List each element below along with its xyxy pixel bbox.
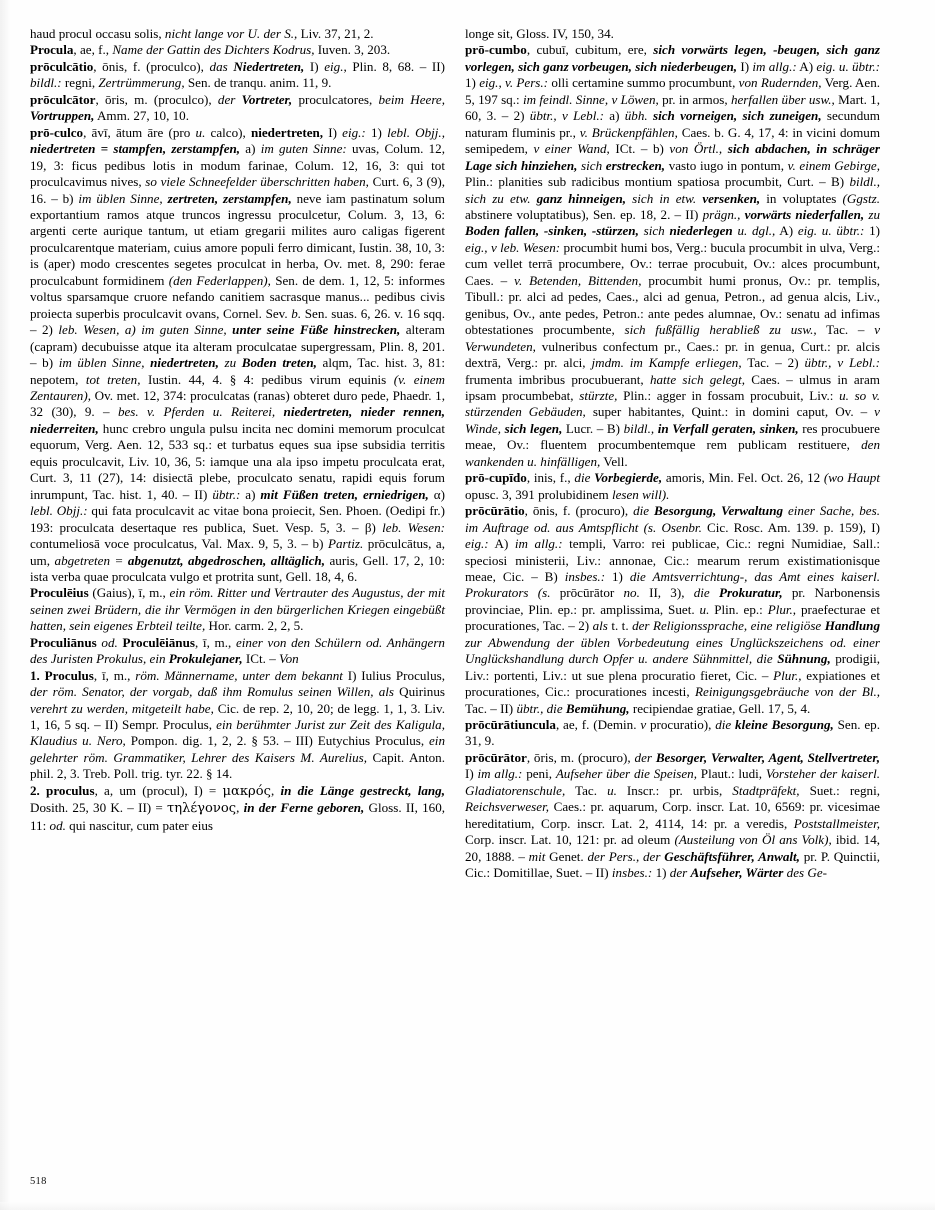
entry-proculco: prō-culco, āvī, ātum āre (pro u. calco), niedertreten, I) eig.: 1) lebl. Objj., niedertreten = stampfen, zerstampfen, a) im guten Sinne: uvas, Colum. 12, 19, 3: ficus pedibus lotis in modum farinae, Colum. 12, 16, 3: qui tot proculcavimus nives, so viele Schneefelder überschritten haben, Curt. 6, 3 (9), 16. – b) im üblen Sinne, zertreten, zerstampfen, neve iam pastinatum solum exportantium ramos atque truncos ingressu proculcetur, Colum. 3, 13, 6: argenti certe aurique tantum, ut etiam gregarii milites auro caligas figerent proculcarentque materiam, cuius amore populi ferro dimicant, Iustin. 38, 10, 3: is (aper) modo crescentes segetes proculcat in herba, Ov. met. 8, 290: ferae proculcabunt formidinem (den Federlappen), Sen. de dem. 1, 12, 5: informes voltus sparsamque cruore nefando canitiem sacrasque manus... pedibus civis proiecta superbis proculcavit ovans, Cornel. Sev. b. Sen. suas. 6, 26. v. 16 sqq. – 2) leb. Wesen, a) im guten Sinne, unter seine Füße hinstrecken, alteram (capram) decubuisse atque ita alteram proculcatae supergressam, Plin. 8, 201. – b) im üblen Sinne, niedertreten, zu Boden treten, alqm, Tac. hist. 3, 81: nepotem, tot treten, Iustin. 44, 4. § 4: pedibus virum equinis (v. einem Zentauren), Ov. met. 12, 374: proculcatas (ranas) obteret duro pede, Phaedr. 1, 32 (30), 9. – bes. v. Pferden u. Reiterei, niedertreten, nieder rennen, niederreiten, hunc crebro ungula pulsu incita nec domini memorum proculcat equorum, Verg. Aen. 12, 533 sq.: et turbatus eques sua ipse subsidia territis equis proculcavit, Liv. 10, 36, 5: iamque una ala ipso impetu proculcata erat, Curt. 3, 11 (27), 14: disiectā plebe, proculcato senatu, rapidi equis forum inrumpunt, Tac. hist. 1, 40. – II) übtr.: a) mit Füßen treten, erniedrigen, α) lebl. Objj.: qui fata proculcavit ac vitae bona proiecit, Sen. Phoen. (Oedipi fr.) 193: proculcata desertaque res publica, Suet. Vesp. 5, 3. – β) leb. Wesen: contumeliosā voce proculcatus, Val. Max. 9, 5, 3. – b) Partiz. prōculcātus, a, um, abgetreten = abgenutzt, abgedroschen, alltäglich, auris, Gell. 17, 2, 10: ista verba quae proculcata vulgo et protrita sunt, Gell. 18, 4, 6. [30, 124, 446, 584]
entry-procula: Procula, ae, f., Name der Gattin des Dichters Kodrus, Iuven. 3, 203. [30, 42, 391, 58]
entry-proculianus: Proculiānus od. Proculēiānus, ī, m., einer von den Schülern od. Anhängern des Juristen Prokulus, ein Prokulejaner, ICt. – Von [30, 634, 445, 667]
page-edge-shading-left [0, 0, 10, 1210]
entry-procuratio: prōcūrātio, ōnis, f. (procuro), die Besorgung, Verwaltung einer Sache, bes. im Auftrage od. aus Amtspflicht (s. Osenbr. Cic. Rosc. Am. 139. p. 159), I) eig.: A) im allg.: templi, Varro: rei publicae, Cic.: regni Numidiae, Sall.: speciosi ministerii, Liv.: annonae, Cic.: mearum rerum existimationisque meae, Cic. – B) insbes.: 1) die Amtsverrichtung-, das Amt eines kaiserl. Prokurators (s. prōcūrātor no. II, 3), die Prokuratur, pr. Narbonensis provinciae, Plin. ep.: pr. amplissima, Suet. u. Plin. ep.: Plur., praefecturae et procurationes, Tac. – 2) als t. t. der Religionssprache, eine religiöse Handlung zur Abwendung der üblen Vorbedeutung eines Unglückszeichens od. einer Unglückshandlung durch Opfer u. andere Sühnmittel, die Sühnung, prodigii, Liv.: portenti, Liv.: ut sue plena procuratio fieret, Cic. – Plur., expiationes et procurationes, Cic.: procurationes incesti, Reinigungsgebräuche von der Bl., Tac. – II) übtr., die Bemühung, recipiendae gratiae, Gell. 17, 5, 4. [465, 503, 881, 716]
entry-proculcatio: prōculcātio, ōnis, f. (proculco), das Niedertreten, I) eig., Plin. 8, 68. – II) bildl.: regni, Zertrümmerung, Sen. de tranqu. anim. 11, 9. [30, 58, 446, 91]
procul-continuation: haud procul occasu solis, nicht lange vor U. der S., Liv. 37, 21, 2. [30, 26, 374, 41]
right-text-column [465, 26, 880, 882]
entry-procuratiuncula: prōcūrātiuncula, ae, f. (Demin. v procuratio), die kleine Besorgung, Sen. ep. 31, 9. [465, 717, 881, 749]
entry-procurator: prōcūrātor, ōris, m. (procuro), der Besorger, Verwalter, Agent, Stellvertreter, I) im allg.: peni, Aufseher über die Speisen, Plaut.: ludi, Vorsteher der kaiserl. Gladiatorenschule, Tac. u. Inscr.: pr. urbis, Stadtpräfekt, Suet.: regni, Reichsverweser, Caes.: pr. aquarum, Corp. inscr. Lat. 10, 6569: pr. vicesimae hereditatium, Corp. inscr. Lat. 2, 4114, 14: pr. a veredis, Poststallmeister, Corp. inscr. Lat. 10, 121: pr. ad oleum (Austeilung von Öl ans Volk), ibid. 14, 20, 1888. – mit Genet. der Pers., der Geschäftsführer, Anwalt, pr. P. Quinctii, Cic.: Domitillae, Suet. – II) insbes.: 1) der Aufseher, Wärter des Ge- [465, 749, 881, 881]
two-column-text-body [30, 26, 905, 1160]
page-edge-shading-bottom [0, 1202, 935, 1210]
entry-proculus-2: 2. proculus, a, um (procul), I) = μακρός, in die Länge gestreckt, lang, Dosith. 25, 30 K. – II) = τηλέγονος, in der Ferne geboren, Gloss. II, 160, 11: od. qui nascitur, cum pater eius [30, 782, 446, 833]
proculus-continuation: longe sit, Gloss. IV, 150, 34. [465, 26, 614, 41]
left-text-column [30, 26, 445, 834]
entry-proculcator: prōculcātor, ōris, m. (proculco), der Vortreter, proculcatores, beim Heere, Vortruppen, Amm. 27, 10, 10. [30, 91, 446, 124]
page-number: 518 [30, 1176, 47, 1187]
entry-procupido: prō-cupīdo, inis, f., die Vorbegierde, amoris, Min. Fel. Oct. 26, 12 (wo Haupt opusc. 3, 391 prolubidinem lesen will). [465, 470, 880, 502]
entry-procumbo: prō-cumbo, cubuī, cubitum, ere, sich vorwärts legen, -beugen, sich ganz vorlegen, sich ganz vorbeugen, sich niederbeugen, I) im allg.: A) eig. u. übtr.: 1) eig., v. Pers.: olli certamine summo procumbunt, von Rudernden, Verg. Aen. 5, 197 sq.: im feindl. Sinne, v Löwen, pr. in armos, herfallen über usw., Mart. 1, 60, 3. – 2) übtr., v Lebl.: a) übh. sich vorneigen, sich zuneigen, secundum naturam fluminis pr., v. Brückenpfählen, Caes. b. G. 4, 17, 4: in vicini domum semipedem, v einer Wand, ICt. – b) von Örtl., sich abdachen, in schräger Lage sich hinziehen, sich erstrecken, vasto iugo in pontum, v. einem Gebirge, Plin.: planities sub radicibus montium spatiosa procumbit, Curt. – B) bildl., sich zu etw. ganz hinneigen, sich in etw. versenken, in voluptates (Ggstz. abstinere voluptatibus), Sen. ep. 18, 2. – II) prägn., vorwärts niederfallen, zu Boden fallen, -sinken, -stürzen, sich niederlegen u. dgl., A) eig. u. übtr.: 1) eig., v leb. Wesen: procumbit humi bos, Verg.: bucula procumbit in ulva, Verg.: cum vellet terrā procumbere, Ov.: terrae procubuit, Ov.: alces procumbunt, Caes. – v. Betenden, Bittenden, procumbit humi pronus, Ov.: pr. templis, Tibull.: pr. alci ad pedes, Caes., alci ad genua, Petron., ad genua alcis, Liv., genibus, Ov., ante pedes, Petron.: ante pedes alumnae, Ov.: senatu ad infimas obtestationes procumbente, sich fußfällig herabließ zu usw., Tac. – v Verwundeten, vulneribus confectum pr., Caes.: pr. in genua, Curt.: pr. alcis dextrā, Verg.: pr. alci, jmdm. im Kampfe erliegen, Tac. – 2) übtr., v Lebl.: frumenta imbribus procubuerant, hatte sich gelegt, Caes. – ulmus in aram ipsam procumbebat, stürzte, Plin.: agger in fossam procubuit, Liv.: u. so v. stürzenden Gebäuden, super habitantes, Quint.: in domini caput, Ov. – v Winde, sich legen, Lucr. – B) bildl., in Verfall geraten, sinken, res procubuere meae, Ov.: fluentem procumbentemque rem publicam restituere, den wankenden u. hinfälligen, Vell. [465, 42, 881, 469]
entry-proculeius: Proculēius (Gaius), ī, m., ein röm. Ritter und Vertrauter des Augustus, der mit seinen zwei Brüdern, die ihr Vermögen in den bürgerlichen Kriegen eingebüßt hatten, sein eigenes Erbteil teilte, Hor. carm. 2, 2, 5. [30, 585, 445, 634]
entry-proculus-1: 1. Proculus, ī, m., röm. Männername, unter dem bekannt I) Iulius Proculus, der röm. Senator, der vorgab, daß ihm Romulus seinen Willen, als Quirinus verehrt zu werden, mitgeteilt habe, Cic. de rep. 2, 10, 20; de legg. 1, 1, 3. Liv. 1, 16, 5 sq. – II) Sempr. Proculus, ein berühmter Jurist zur Zeit des Kaligula, Klaudius u. Nero, Pompon. dig. 1, 2, 2. § 53. – III) Eutychius Proculus, ein gelehrter röm. Grammatiker, Lehrer des Kaisers M. Aurelius, Capit. Anton. phil. 2, 3. Treb. Poll. trig. tyr. 22. § 14. [30, 667, 446, 782]
